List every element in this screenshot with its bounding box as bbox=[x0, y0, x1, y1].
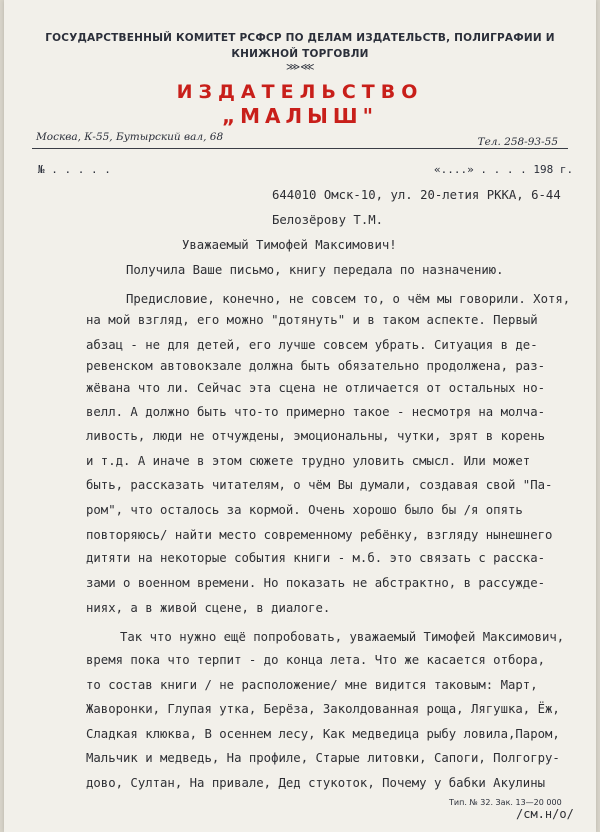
body-line: дово, Султан, На привале, Дед стукоток, Почему у бабки Акулины bbox=[86, 776, 546, 790]
body-line: Мальчик и медведь, На профиле, Старые литовки, Сапоги, Полгогру- bbox=[86, 751, 560, 765]
recipient-address: 644010 Омск-10, ул. 20-летия РККА, 6-44 bbox=[272, 188, 561, 202]
print-info: Тип. № 32. Зак. 13—20 000 bbox=[449, 798, 562, 807]
body-line: Жаворонки, Глупая утка, Берёза, Заколдованная роща, Лягушка, Ёж, bbox=[86, 702, 560, 716]
salutation: Уважаемый Тимофей Максимович! bbox=[182, 238, 397, 252]
recipient-name: Белозёрову Т.М. bbox=[272, 213, 384, 227]
body-line: время пока что терпит - до конца лета. Что же касается отбора, bbox=[86, 653, 546, 667]
committee-header bbox=[4, 30, 596, 62]
body-line: дитяти на некоторые события книги - м.б. это связать с расска- bbox=[86, 551, 546, 565]
body-line: абзац - не для детей, его лучше совсем убрать. Ситуация в де- bbox=[86, 338, 538, 352]
committee-line-2: КНИЖНОЙ ТОРГОВЛИ bbox=[231, 48, 369, 60]
publisher-address: Москва, К-55, Бутырский вал, 68 bbox=[36, 131, 224, 143]
publisher-phone: Тел. 258-93-55 bbox=[477, 136, 558, 148]
body-line: зами о военном времени. Но показать не абстрактно, в рассужде- bbox=[86, 576, 546, 590]
body-line: повторяюсь/ найти место современному ребёнку, взгляду нынешнего bbox=[86, 528, 553, 542]
committee-line-1: ГОСУДАРСТВЕННЫЙ КОМИТЕТ РСФСР ПО ДЕЛАМ ИЗДАТЕЛЬСТВ, ПОЛИГРАФИИ И bbox=[45, 32, 555, 44]
body-line: Получила Ваше письмо, книгу передала по назначению. bbox=[126, 263, 504, 277]
publisher-line-1: ИЗДАТЕЛЬСТВО bbox=[176, 81, 424, 103]
body-line: Предисловие, конечно, не совсем то, о чём мы говорили. Хотя, bbox=[126, 292, 571, 306]
body-line: жёвана что ли. Сейчас эта сцена не отличается от остальных но- bbox=[86, 381, 546, 395]
body-line: то состав книги / не расположение/ мне видится таковым: Март, bbox=[86, 678, 538, 692]
body-line: велл. А должно быть что-то примерно такое - несмотря на молча- bbox=[86, 405, 546, 419]
publisher-line-2: „МАЛЫШ" bbox=[222, 104, 378, 128]
body-line: Так что нужно ещё попробовать, уважаемый Тимофей Максимович, bbox=[120, 630, 565, 644]
body-line: на мой взгляд, его можно "дотянуть" и в таком аспекте. Первый bbox=[86, 313, 538, 327]
date-field: «....» . . . . 198 г. bbox=[434, 163, 574, 176]
body-line: быть, рассказать читателям, о чём Вы думали, создавая свой "Па- bbox=[86, 478, 553, 492]
body-line: ливость, люди не отчуждены, эмоциональны, чутки, зрят в корень bbox=[86, 429, 546, 443]
body-line: ром", что осталось за кормой. Очень хорошо было бы /я опять bbox=[86, 503, 523, 517]
reference-number-field: № . . . . . bbox=[38, 163, 111, 176]
body-line: и т.д. А иначе в этом сюжете трудно уловить смысл. Или может bbox=[86, 454, 531, 468]
header-rule bbox=[32, 148, 568, 149]
body-line: ревенском автовокзале должна быть обязательно продолжена, раз- bbox=[86, 359, 546, 373]
publisher-name bbox=[4, 80, 596, 128]
letter-page bbox=[4, 0, 596, 832]
body-line: ниях, а в живой сцене, в диалоге. bbox=[86, 601, 331, 615]
body-line: Сладкая клюква, В осеннем лесу, Как медведица рыбу ловила,Паром, bbox=[86, 727, 560, 741]
ornament-icon: ⋙⋘ bbox=[286, 62, 315, 73]
continuation-mark: /см.н/о/ bbox=[516, 807, 574, 821]
